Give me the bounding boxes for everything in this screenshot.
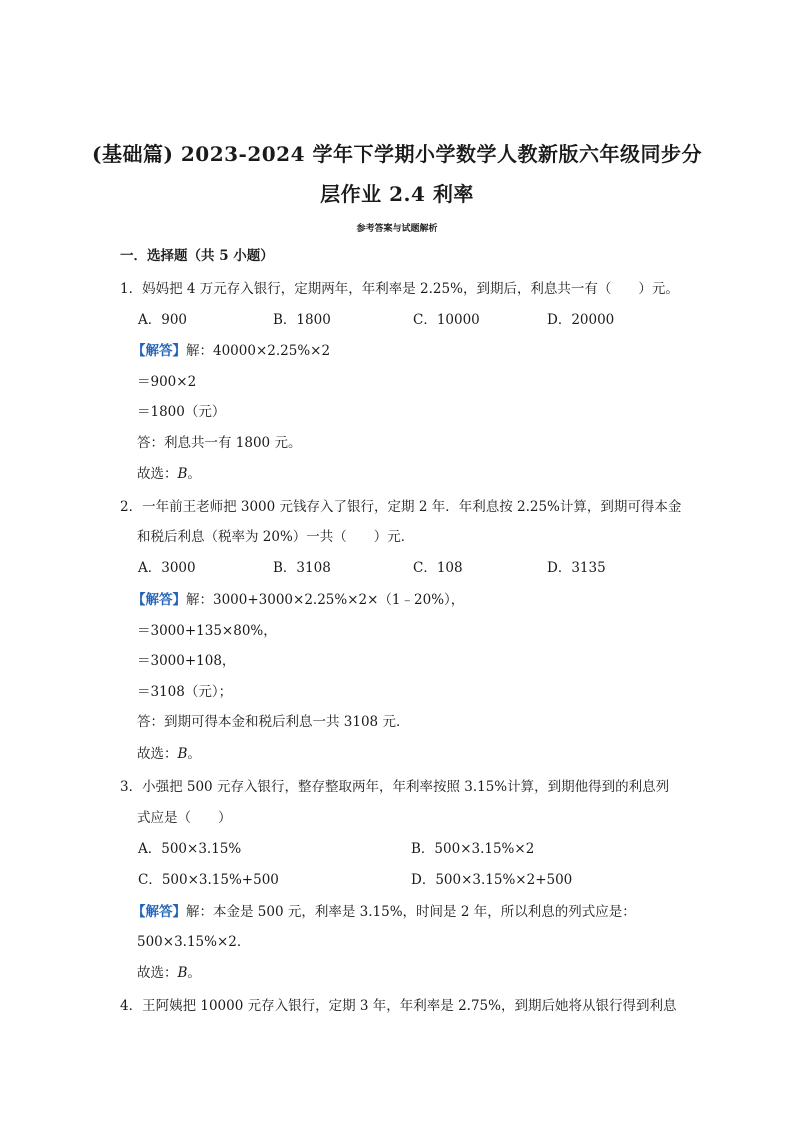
q2-solution-text1: 解：3000+3000×2.25%×2×（1﹣20%），	[186, 592, 465, 608]
q4-stem-line1: 4．王阿姨把 10000 元存入银行，定期 3 年，年利率是 2.75%，到期后她将从银行得到利息	[120, 998, 677, 1014]
q2-choice-prefix: 故选：	[137, 746, 178, 762]
q1-option-a: A．900	[138, 312, 188, 328]
q2-option-a: A．3000	[138, 560, 196, 576]
q2-solution-line2: ＝3000+135×80%，	[137, 623, 277, 639]
q3-option-c: C．500×3.15%+500	[138, 872, 279, 888]
q2-solution-line3: ＝3000+108，	[137, 653, 236, 669]
q1-choice-line	[137, 468, 201, 482]
q2-answer-tag: 【解答】	[132, 592, 186, 608]
q3-option-d: D．500×3.15%×2+500	[411, 872, 573, 888]
q1-solution-line3: ＝1800（元）	[137, 404, 226, 420]
q3-stem-line2: 式应是（ ）	[137, 810, 232, 826]
q3-option-b: B．500×3.15%×2	[411, 841, 535, 857]
answer-subtitle: 参考答案与试题解析	[356, 224, 438, 234]
q3-solution-line1	[132, 906, 636, 920]
q2-stem-line2: 和税后利息（税率为 20%）一共（ ）元．	[137, 529, 415, 545]
q1-choice-suffix: 。	[187, 466, 201, 482]
q2-option-b: B．3108	[273, 560, 331, 576]
q1-choice-prefix: 故选：	[137, 466, 178, 482]
q2-stem-line1: 2．一年前王老师把 3000 元钱存入了银行，定期 2 年．年利息按 2.25%计算，到期可得本金	[120, 499, 682, 515]
q3-solution-line2: 500×3.15%×2．	[137, 934, 251, 950]
q3-choice: B	[177, 965, 188, 981]
q1-option-b: B．1800	[273, 312, 331, 328]
q1-option-c: C．10000	[413, 312, 480, 328]
q1-solution-line4: 答：利息共一有 1800 元。	[137, 435, 302, 451]
q1-solution-text1: 解：40000×2.25%×2	[186, 343, 331, 359]
q3-stem-line1: 3．小强把 500 元存入银行，整存整取两年，年利率按照 3.15%计算，到期他得到的利息列	[120, 779, 670, 795]
q2-choice: B	[177, 746, 188, 762]
q2-choice-line	[137, 748, 201, 762]
q1-choice: B	[177, 466, 188, 482]
q3-choice-prefix: 故选：	[137, 965, 178, 981]
q1-solution-line2: ＝900×2	[137, 374, 197, 390]
q2-solution-line5: 答：到期可得本金和税后利息一共 3108 元．	[137, 714, 410, 730]
q3-choice-suffix: 。	[187, 965, 201, 981]
q2-solution-line1	[132, 594, 464, 608]
q1-solution-line1	[132, 345, 330, 359]
document-title-line2: 层作业 2.4 利率	[320, 182, 474, 206]
document-title-line1: (基础篇) 2023-2024 学年下学期小学数学人教新版六年级同步分	[92, 142, 702, 166]
q3-option-a: A．500×3.15%	[138, 841, 242, 857]
section-heading: 一．选择题（共 5 小题）	[120, 248, 274, 264]
q2-choice-suffix: 。	[187, 746, 201, 762]
q3-answer-tag: 【解答】	[132, 904, 186, 920]
q1-stem-line1: 1．妈妈把 4 万元存入银行，定期两年，年利率是 2.25%，到期后，利息共一有（ ）元。	[120, 281, 679, 297]
q3-solution-text1: 解：本金是 500 元，利率是 3.15%，时间是 2 年，所以利息的列式应是：	[186, 904, 636, 920]
q3-choice-line	[137, 967, 201, 981]
q2-solution-line4: ＝3108（元）；	[137, 684, 233, 700]
q1-option-d: D．20000	[547, 312, 615, 328]
q1-answer-tag: 【解答】	[132, 343, 186, 359]
q2-option-d: D．3135	[547, 560, 606, 576]
q2-option-c: C．108	[413, 560, 463, 576]
